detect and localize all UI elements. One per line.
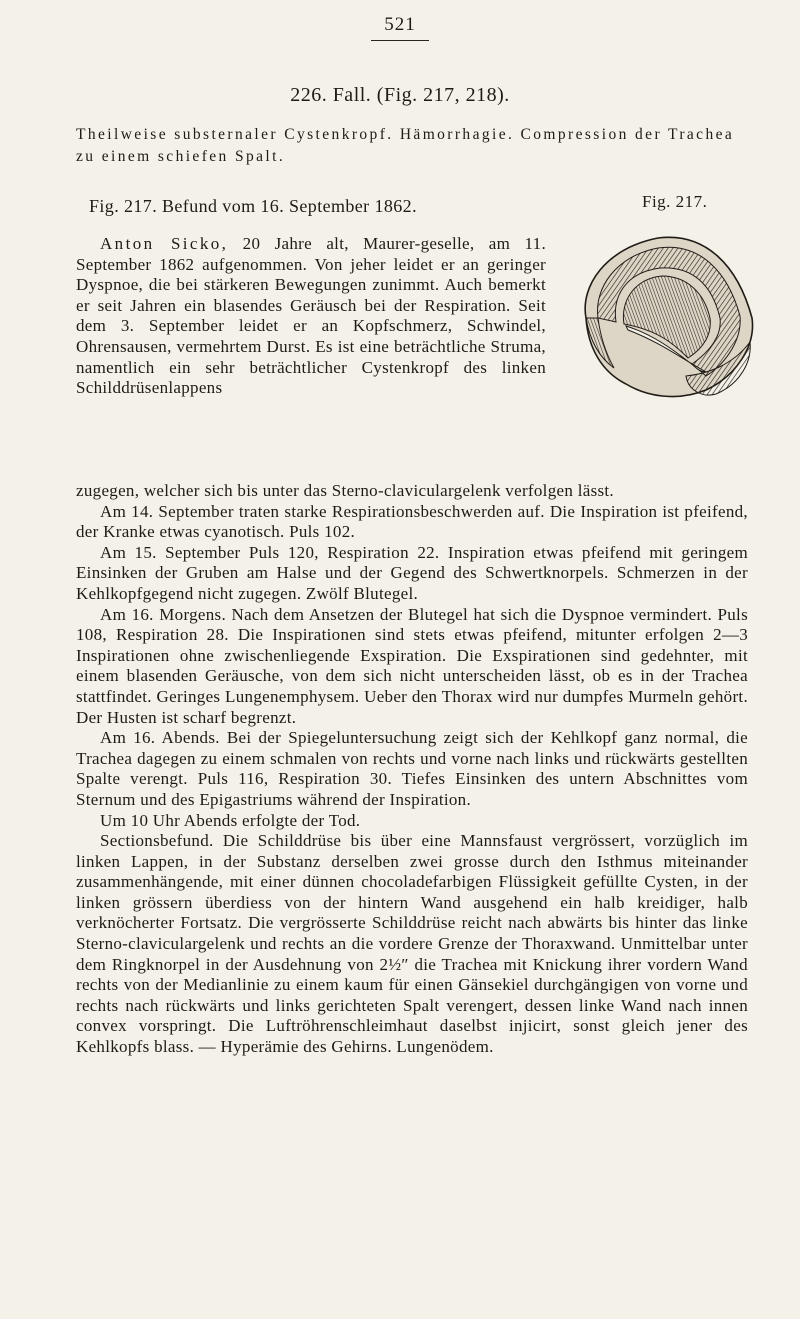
paragraph-sept-15: Am 15. September Puls 120, Respiration 22. Inspiration etwas pfeifend mit geringem Einsinken der Gruben am Halse und der Gegend des Schwertknorpels. Schmerzen in der Kehlkopfgegend nicht zugegen. Zwölf Blutegel. [76,542,748,603]
paragraph-autopsy: Sectionsbefund. Die Schilddrüse bis über eine Mannsfaust vergrössert, vorzüglich im linken Lappen, in der Substanz derselben zwei grosse durch den Isthmus miteinander zusammenhängende, mit einer dünnen chocoladefarbigen Flüssigkeit gefüllte Cysten, in der linken grössern überdiess von der hintern Wand ausgehend ein halb kreidiger, halb verknöcherter Fortsatz. Die vergrösserte Schilddrüse reicht nach abwärts bis hinter das linke Sterno-claviculargelenk und rechts an die vordere Grenze der Thoraxwand. Unmittelbar unter dem Ringknorpel in der Ausdehnung von 2½″ die Trachea mit Knickung ihrer vordern Wand rechts von der Medianlinie zu einem kaum für einen Gänsekiel durchgängigen von vorne und rechts nach rückwärts und links gerichteten Spalt verengert, dessen linke Wand nach innen convex vorspringt. Die Luftröhrenschleimhaut daselbst injicirt, sonst gleich jener des Kehlkopfs blass. — Hyperämie des Gehirns. Lungenödem. [76,831,748,1057]
case-body [76,481,748,1058]
paragraph-anamnesis [76,234,546,399]
page-number: 521 [384,14,416,35]
figure-heading: Fig. 217. Befund vom 16. September 1862. [89,196,417,216]
case-subtitle: Theilweise substernaler Cystenkropf. Hämorrhagie. Compression der Trachea zu einem schiefen Spalt. [76,126,735,165]
paragraph-sept-16-morning: Am 16. Morgens. Nach dem Ansetzen der Blutegel hat sich die Dyspnoe vermindert. Puls 108, Respiration 28. Die Inspirationen sind stets etwas pfeifend, mitunter erfolgen 2—3 Inspirationen ohne zwischenliegende Exspiration. Die Exspirationen sind gedehnter, mit einem blasenden Geräusche, von dem sich nicht unterscheiden lässt, ob es in der Trachea stattfindet. Geringes Lungenemphysem. Ueber den Thorax wird nur dumpfes Murmeln gehört. Der Husten ist scharf begrenzt. [76,604,748,727]
figure-label: Fig. 217. [642,192,708,211]
patient-name: Anton Sicko, [100,234,229,253]
anamnesis-text: 20 Jahre alt, Maurer-geselle, am 11. September 1862 aufgenommen. Von jeher leidet er an geringer Dyspnoe, die bei stärkeren Bewegungen zunimmt. Auch bemerkt er seit Jahren ein blasendes Geräusch bei der Respiration. Seit dem 3. September leidet er an Kopfschmerz, Schwindel, Ohrensausen, vermehrtem Durst. Es ist eine beträchtliche Struma, namentlich ein sehr beträchtlicher Cystenkropf des linken Schilddrüsenlappens [76,234,546,398]
paragraph-sept-16-evening: Am 16. Abends. Bei der Spiegeluntersuchung zeigt sich der Kehlkopf ganz normal, die Trachea dagegen zu einem schmalen von rechts und vorne nach links und rückwärts gestellten Spalte verengt. Puls 116, Respiration 30. Tiefes Einsinken des untern Abschnittes vom Sternum und des Epigastriums während der Inspiration. [76,728,748,809]
case-title: 226. Fall. (Fig. 217, 218). [290,84,510,106]
page-number-rule [371,40,429,41]
paragraph-death: Um 10 Uhr Abends erfolgte der Tod. [100,810,361,830]
paragraph-sept-14: Am 14. September traten starke Respirationsbeschwerden auf. Die Inspiration ist pfeifend, der Kranke etwas cyanotisch. Puls 102. [76,501,748,542]
trachea-cross-section-illustration [566,226,760,408]
paragraph-anamnesis-continued: zugegen, welcher sich bis unter das Sterno-claviculargelenk verfolgen lässt. [76,481,614,500]
